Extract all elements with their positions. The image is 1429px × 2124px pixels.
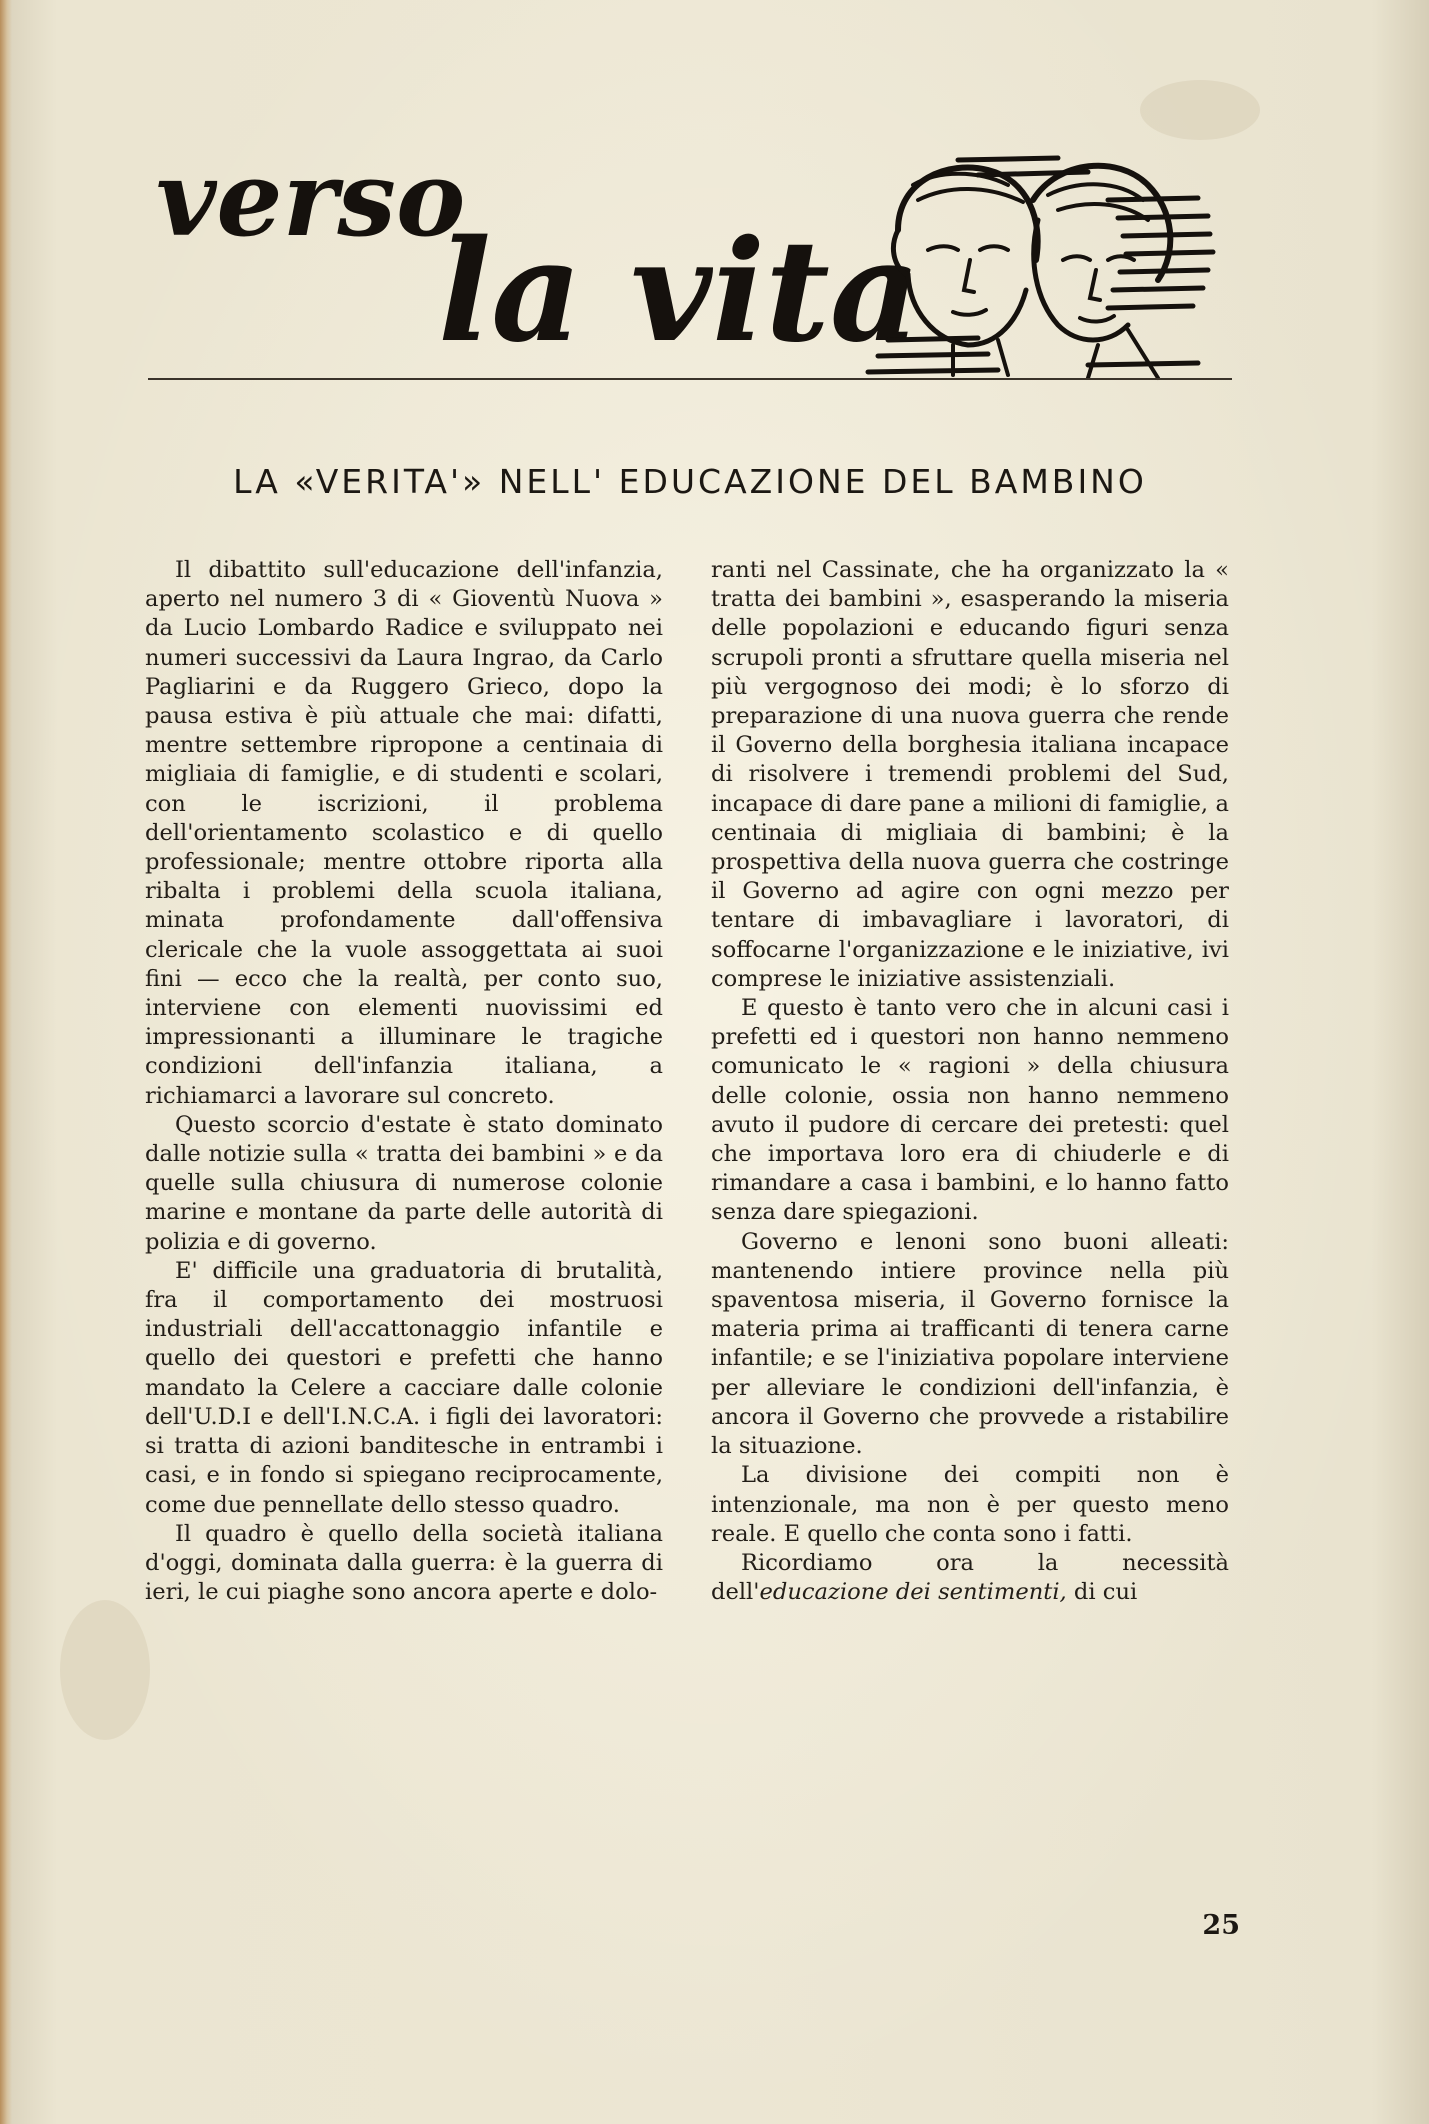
paragraph: Governo e lenoni sono buoni alleati: mantenendo intiere province nella più spaventosa miseria, il Governo fornisce la materia prima ai trafficanti di tenera carne infantile; e se l'iniziativa popolare interviene per alleviare le condizioni dell'infanzia, è ancora il Governo che provvede a ristabilire la situazione.: [711, 1228, 1229, 1460]
paragraph: Questo scorcio d'estate è stato dominato dalle notizie sulla « tratta dei bambini » e da quelle sulla chiusura di numerose colonie marine e montane da parte delle autorità di polizia e di governo.: [145, 1111, 663, 1255]
paragraph-continuation: ranti nel Cassinate, che ha organizzato la « tratta dei bambini », esasperando la miseria delle popolazioni e educando figuri senza scrupoli pronti a sfruttare quella miseria nel più vergognoso dei modi; è lo sforzo di preparazione di una nuova guerra che rende il Governo della borghesia italiana incapace di risolvere i tremendi problemi del Sud, incapace di dare pane a milioni di famiglie, a centinaia di migliaia di bambini; è la prospettiva della nuova guerra che costringe il Governo ad agire con ogni mezzo per tentare di imbavagliare i lavoratori, di soffocarne l'organizzazione e le iniziative, ivi comprese le iniziative assistenziali.: [711, 557, 1229, 992]
masthead-word-la-vita: la vita: [438, 210, 921, 374]
masthead-word-verso: verso: [156, 137, 466, 260]
paragraph-text: Ricordiamo ora la necessità dell': [711, 1549, 1229, 1606]
paragraph: Il dibattito sull'educazione dell'infanzia, aperto nel numero 3 di « Gioventù Nuova » da Lucio Lombardo Radice e sviluppato nei numeri successivi da Laura Ingrao, da Carlo Pagliarini e da Ruggero Grieco, dopo la pausa estiva è più attuale che mai: difatti, mentre settembre ripropone a centinaia di migliaia di famiglie, e di studenti e scolari, con le iscrizioni, il problema dell'orientamento scolastico e di quello professionale; mentre ottobre riporta alla ribalta i problemi della scuola italiana, minata profondamente dall'offensiva clericale che la vuole assoggettata ai suoi fini — ecco che la realtà, per conto suo, interviene con elementi nuovissimi ed impressionanti a illuminare le tragiche condizioni dell'infanzia italiana, a richiamarci a lavorare sul concreto.: [145, 557, 663, 1109]
article-column-right: [711, 556, 1229, 1607]
paragraph: E' difficile una graduatoria di brutalità, fra il comportamento dei mostruosi industriali dell'accattonaggio infantile e quello dei questori e prefetti che hanno mandato la Celere a cacciare dalle colonie dell'U.D.I e dell'I.N.C.A. i figli dei lavoratori: si tratta di azioni banditesche in entrambi i casi, e in fondo si spiegano reciprocamente, come due pennellate dello stesso quadro.: [145, 1257, 663, 1518]
masthead-rule: [148, 378, 1232, 380]
paper-stain: [60, 1600, 150, 1740]
paragraph: La divisione dei compiti non è intenzionale, ma non è per questo meno reale. E quello che conta sono i fatti.: [711, 1462, 1229, 1547]
article-headline: LA «VERITA'» NELL' EDUCAZIONE DEL BAMBINO: [233, 462, 1147, 501]
paragraph: Il quadro è quello della società italiana d'oggi, dominata dalla guerra: è la guerra di ieri, le cui piaghe sono ancora aperte e dolo-: [145, 1520, 663, 1606]
children-faces-illustration: [858, 140, 1238, 380]
masthead-title: [148, 137, 921, 380]
article-column-left: [145, 556, 663, 1607]
paragraph: E questo è tanto vero che in alcuni casi i prefetti ed i questori non hanno nemmeno comunicato le « ragioni » della chiusura delle colonie, ossia non hanno nemmeno avuto il pudore di cercare dei pretesti: quel che importava loro era di chiuderle e di rimandare a casa i bambini, e lo hanno fatto senza dare spiegazioni.: [711, 995, 1229, 1226]
paper-stain: [1140, 80, 1260, 140]
binding-edge: [0, 0, 12, 2124]
page-number: 25: [1202, 1910, 1240, 1941]
paragraph-last: [711, 1549, 1229, 1607]
masthead: [148, 137, 1248, 380]
paragraph-text: di cui: [1066, 1579, 1138, 1606]
italic-emphasis: educazione dei sentimenti,: [759, 1579, 1067, 1606]
